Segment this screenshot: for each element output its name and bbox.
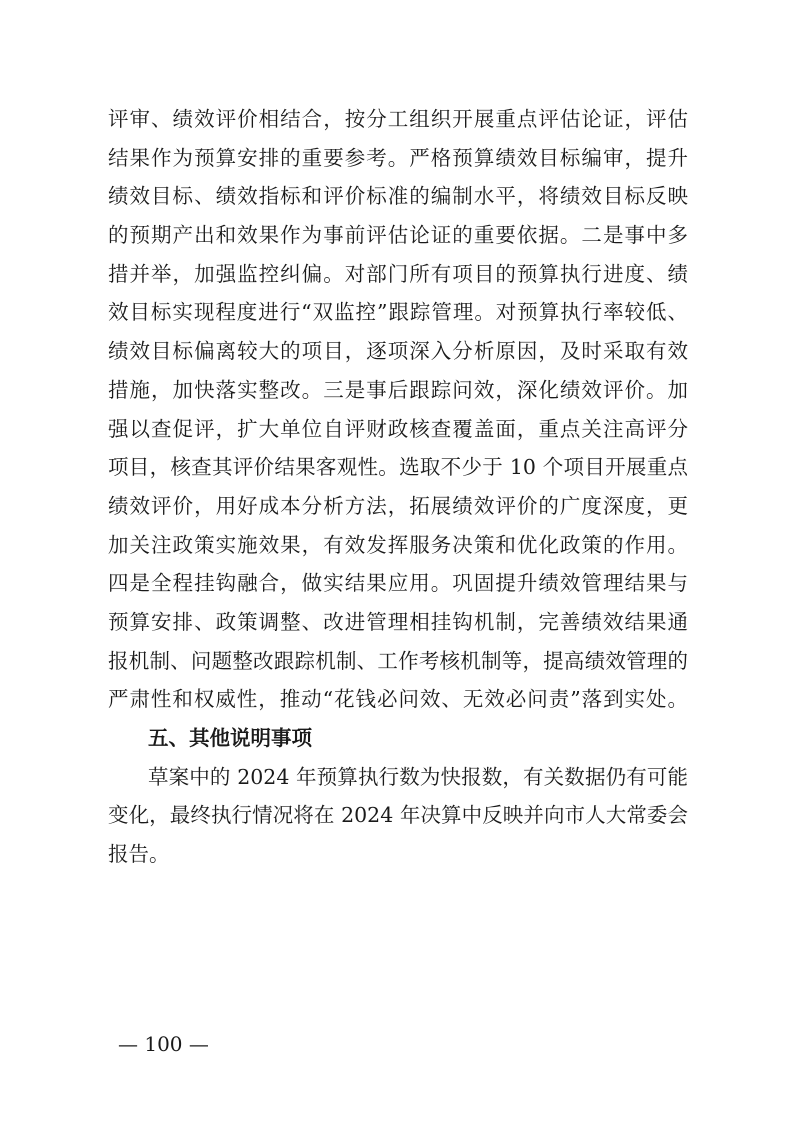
paragraph-line: 绩效目标、绩效指标和评价标准的编制水平，将绩效目标反映 <box>108 184 688 209</box>
paragraph-line: 绩效评价，用好成本分析方法，拓展绩效评价的广度深度，更 <box>108 493 688 518</box>
note-line: 报告。 <box>108 842 170 867</box>
paragraph-line: 加关注政策实施效果，有效发挥服务决策和优化政策的作用。 <box>108 532 688 557</box>
page-number: — 100 — <box>118 1032 209 1056</box>
paragraph-line: 评审、绩效评价相结合，按分工组织开展重点评估论证，评估 <box>108 107 688 131</box>
paragraph-line: 绩效目标偏离较大的项目，逐项深入分析原因，及时采取有效 <box>108 339 688 364</box>
paragraph-line: 四是全程挂钩融合，做实结果应用。巩固提升绩效管理结果与 <box>108 571 688 596</box>
paragraph-line: 结果作为预算安排的重要参考。严格预算绩效目标编审，提升 <box>108 145 688 170</box>
note-line: 变化，最终执行情况将在 2024 年决算中反映并向市人大常委会 <box>108 803 688 828</box>
paragraph-line: 强以查促评，扩大单位自评财政核查覆盖面，重点关注高评分 <box>108 416 688 441</box>
body-text <box>108 100 688 874</box>
note-line: 草案中的 2024 年预算执行数为快报数，有关数据仍有可能 <box>148 764 688 789</box>
paragraph-line: 的预期产出和效果作为事前评估论证的重要依据。二是事中多 <box>108 223 688 248</box>
section-heading: 五、其他说明事项 <box>148 726 312 750</box>
paragraph-line: 严肃性和权威性，推动“花钱必问效、无效必问责”落到实处。 <box>108 687 688 712</box>
paragraph-line: 报机制、问题整改跟踪机制、工作考核机制等，提高绩效管理的 <box>108 648 688 673</box>
paragraph-line: 预算安排、政策调整、改进管理相挂钩机制，完善绩效结果通 <box>108 609 688 634</box>
paragraph-line: 措并举，加强监控纠偏。对部门所有项目的预算执行进度、绩 <box>108 261 688 286</box>
paragraph-line: 项目，核查其评价结果客观性。选取不少于 10 个项目开展重点 <box>108 455 688 480</box>
paragraph-line: 措施，加快落实整改。三是事后跟踪问效，深化绩效评价。加 <box>108 377 688 402</box>
paragraph-line: 效目标实现程度进行“双监控”跟踪管理。对预算执行率较低、 <box>108 300 688 325</box>
